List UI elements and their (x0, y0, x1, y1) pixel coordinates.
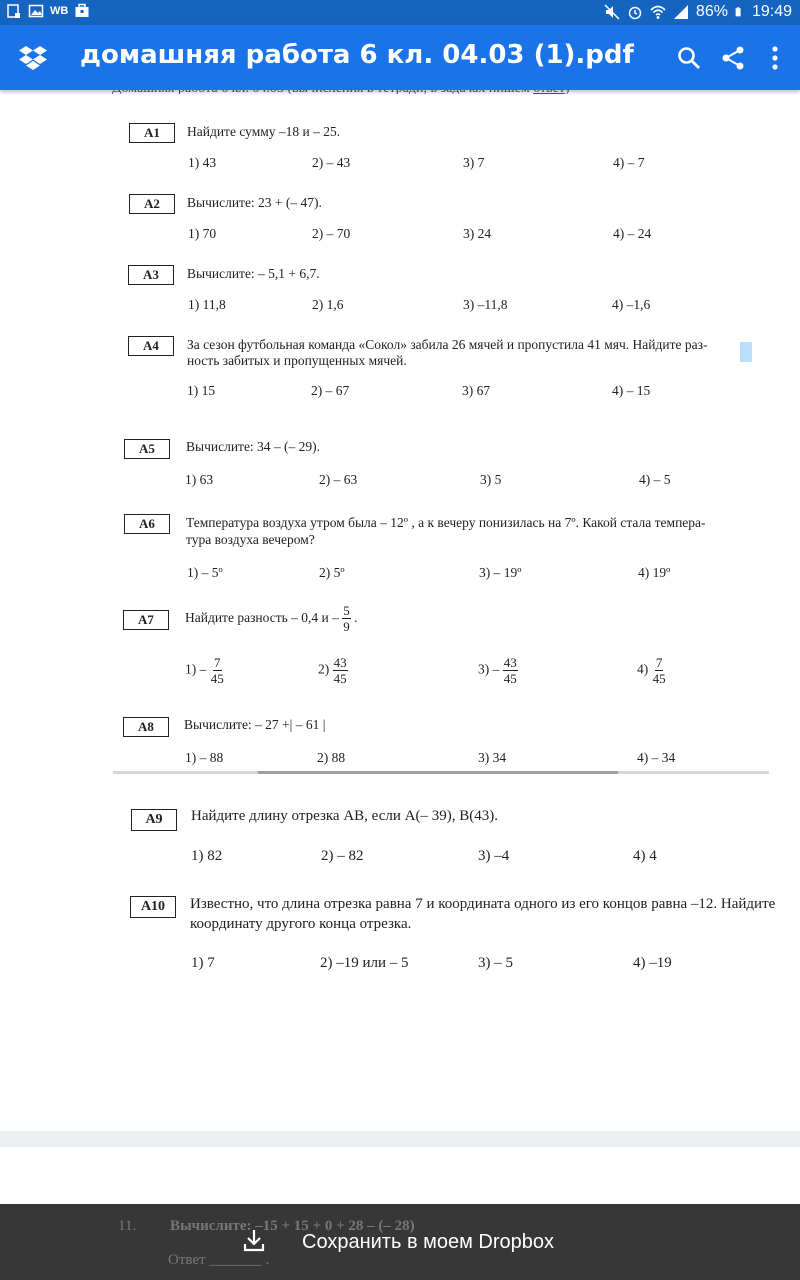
task-question: Вычислите: – 5,1 + 6,7. (187, 266, 320, 281)
page-edge-marker (740, 342, 752, 362)
answer-option: 2) – 67 (311, 383, 350, 398)
answer-option: 1) 82 (191, 848, 223, 864)
answer-option: 4) $\frac{7}{45}$ (637, 655, 666, 686)
answer-option: 2) – 70 (312, 226, 351, 241)
answer-option: 3) 7 (463, 155, 485, 170)
task-question: Вычислите: 23 + (– 47). (187, 195, 322, 210)
answer-option: 2) – 63 (319, 472, 358, 487)
answer-option: 1) – 88 (185, 750, 224, 765)
task-label: A3 (128, 265, 174, 285)
answer-option: 3) –11,8 (463, 297, 508, 312)
task-label: A8 (123, 717, 169, 737)
answer-option: 4) – 34 (637, 750, 676, 765)
task-question-line1: Известно, что длина отрезка равна 7 и координата одного из его концов равна –12. Найдите (190, 896, 776, 912)
wifi-icon (650, 4, 666, 20)
answer-option: 2) $\frac{43}{45}$ (318, 655, 347, 686)
task-label: A7 (123, 610, 169, 630)
task-label: A1 (129, 123, 175, 143)
answer-option: 3) –4 (478, 848, 510, 864)
answer-option: 2) – 82 (321, 848, 364, 864)
answer-option: 1) 7 (191, 955, 215, 971)
task-question: Найдите сумму –18 и – 25. (187, 124, 341, 139)
dropbox-logo-icon[interactable] (18, 43, 48, 73)
task-question: Найдите разность – 0,4 и – $\frac{5}{9}$ . (185, 603, 358, 635)
answer-option: 4) 4 (633, 848, 657, 864)
answer-option: 4) – 5 (639, 472, 671, 487)
answer-option: 1) 70 (188, 226, 217, 241)
briefcase-icon (74, 3, 90, 19)
underlying-doc-text: 11. Вычислите: –15 + 15 + 0 + 28 – (– 28) (118, 1218, 415, 1234)
question-text: Найдите разность – 0,4 и – (185, 610, 339, 625)
horizontal-scrollbar[interactable] (258, 771, 618, 774)
answer-option: 1) 15 (187, 383, 216, 398)
gallery-icon (28, 3, 44, 19)
answer-option: 3) 34 (478, 750, 507, 765)
underlying-doc-answer: Ответ _______ . (168, 1252, 270, 1268)
task-label: A2 (129, 194, 175, 214)
answer-option: 3) 24 (463, 226, 492, 241)
app-bar (0, 25, 800, 90)
save-to-dropbox-bar[interactable] (0, 1204, 800, 1280)
task-label: A4 (128, 336, 174, 356)
task-question: Вычислите: 34 – (– 29). (186, 439, 321, 454)
answer-option: 4) –19 (633, 955, 672, 971)
answer-option: 4) –1,6 (612, 297, 651, 312)
page-separator (0, 1131, 800, 1147)
wb-label: WB (50, 5, 69, 17)
alarm-icon (627, 4, 643, 20)
clock: 19:49 (751, 3, 792, 20)
task-question-line2: ность забитых и пропущенных мячей. (187, 353, 407, 368)
answer-option: 1) 11,8 (188, 297, 226, 312)
answer-option: 3) – 19º (479, 565, 522, 580)
answer-option: 1) – 5º (187, 565, 223, 580)
status-bar (0, 0, 800, 25)
task-question: Вычислите: – 27 +| – 61 | (184, 717, 326, 732)
answer-option: 4) 19º (638, 565, 671, 580)
task-label: A10 (130, 896, 176, 918)
search-icon[interactable] (676, 45, 702, 71)
answer-option: 2) 5º (319, 565, 345, 580)
document-title: домашняя работа 6 кл. 04.03 (1).pdf (80, 40, 634, 70)
answer-option: 2) 1,6 (312, 297, 344, 312)
answer-option: 3) – 5 (478, 955, 513, 971)
answer-option: 4) – 24 (613, 226, 652, 241)
answer-option: 1) 63 (185, 472, 214, 487)
task-label: A6 (124, 514, 170, 534)
task-label: A5 (124, 439, 170, 459)
fraction: $\frac{5}{9}$ (343, 603, 350, 635)
answer-option: 2) – 43 (312, 155, 351, 170)
pdf-viewer[interactable] (0, 90, 800, 1280)
answer-option: 3) 67 (462, 383, 491, 398)
mute-icon (604, 4, 620, 20)
answer-option: 3) – $\frac{43}{45}$ (478, 655, 517, 686)
task-question-line2: тура воздуха вечером? (186, 532, 315, 547)
task-question-line1: За сезон футбольная команда «Сокол» забила 26 мячей и пропустила 41 мяч. Найдите раз- (187, 337, 708, 352)
download-icon[interactable] (243, 1229, 265, 1253)
share-icon[interactable] (720, 45, 746, 71)
answer-option: 4) – 7 (613, 155, 645, 170)
task-question: Найдите длину отрезка АВ, если А(– 39), В(43). (191, 808, 498, 824)
answer-option: 2) –19 или – 5 (320, 955, 409, 971)
save-to-dropbox-label[interactable]: Сохранить в моем Dropbox (302, 1231, 555, 1253)
answer-option: 3) 5 (480, 472, 502, 487)
signal-icon (673, 4, 689, 20)
battery-percent: 86% (695, 3, 728, 20)
screen-icon (6, 3, 22, 19)
task-label: A9 (131, 809, 177, 831)
more-vert-icon[interactable] (768, 45, 782, 71)
battery-icon (735, 4, 745, 20)
answer-option: 2) 88 (317, 750, 346, 765)
task-question-line1: Температура воздуха утром была – 12º , а к вечеру понизилась на 7º. Какой стала темпера- (186, 515, 706, 530)
task-question-line2: координату другого конца отрезка. (190, 916, 412, 932)
answer-option: 1) – $\frac{7}{45}$ (185, 655, 224, 686)
answer-option: 4) – 15 (612, 383, 651, 398)
answer-option: 1) 43 (188, 155, 217, 170)
